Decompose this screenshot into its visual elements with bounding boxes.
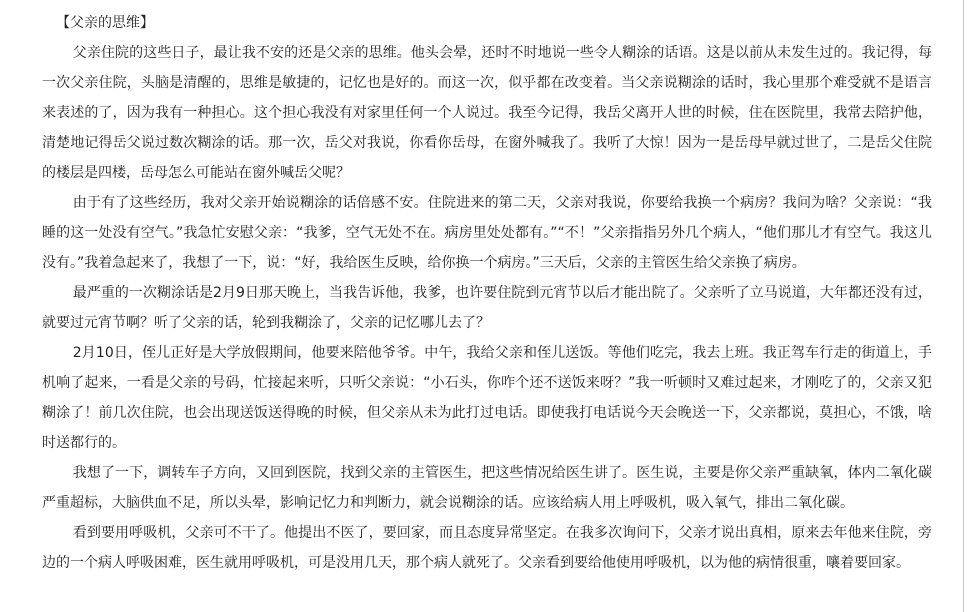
paragraph-4: 2月10日，侄儿正好是大学放假期间，他要来陪他爷爷。中午，我给父亲和侄儿送饭。等他们吃完，我去上班。我正驾车行走的街道上，手机响了起来，一看是父亲的号码，忙接起来听，只听父亲说：“小石头，你咋个还不送饭来呀？”我一听顿时又难过起来，才刚吃了的，父亲又犯糊涂了！前几次住院，也会出现送饭送得晚的时候，但父亲从未为此打过电话。即使我打电话说今天会晚送一下，父亲都说，莫担心，不饿，啥时送都行的。 xyxy=(42,345,932,451)
paragraph-3: 最严重的一次糊涂话是2月9日那天晚上，当我告诉他，我爹，也许要住院到元宵节以后才能出院了。父亲听了立马说道，大年都还没有过，就要过元宵节啊？听了父亲的话，轮到我糊涂了，父亲的记忆哪儿去了？ xyxy=(42,285,932,331)
article-title: 【父亲的思维】 xyxy=(56,15,154,31)
paragraph-1: 父亲住院的这些日子，最让我不安的还是父亲的思维。他头会晕，还时不时地说一些令人糊涂的话语。这是以前从未发生过的。我记得，每一次父亲住院，头脑是清醒的，思维是敏捷的，记忆也是好的。而这一次，似乎都在改变着。当父亲说糊涂的话时，我心里那个难受就不是语言来表述的了，因为我有一种担心。这个担心我没有对家里任何一个人说过。我至今记得，我岳父离开人世的时候，住在医院里，我常去陪护他，清楚地记得岳父说过数次糊涂的话。那一次，岳父对我说，你看你岳母，在窗外喊我了。我听了大惊！因为一是岳母早就过世了，二是岳父住院的楼层是四楼，岳母怎么可能站在窗外喊岳父呢？ xyxy=(42,45,932,181)
paragraph-6: 看到要用呼吸机，父亲可不干了。他提出不医了，要回家，而且态度异常坚定。在我多次询问下，父亲才说出真相，原来去年他来住院，旁边的一个病人呼吸困难，医生就用呼吸机，可是没用几天，那个病人就死了。父亲看到要给他使用呼吸机，以为他的病情很重，嚷着要回家。 xyxy=(42,525,932,571)
paragraph-5: 我想了一下，调转车子方向，又回到医院，找到父亲的主管医生，把这些情况给医生讲了。医生说，主要是你父亲严重缺氧，体内二氧化碳严重超标，大脑供血不足，所以头晕，影响记忆力和判断力，就会说糊涂的话。应该给病人用上呼吸机，吸入氧气，排出二氧化碳。 xyxy=(42,465,932,511)
article-body xyxy=(42,8,932,578)
paragraph-2: 由于有了这些经历，我对父亲开始说糊涂的话倍感不安。住院进来的第二天，父亲对我说，你要给我换一个病房？我问为啥？父亲说：“我睡的这一处没有空气。”我急忙安慰父亲：“我爹，空气无处不在。病房里处处都有。”“不！”父亲指指另外几个病人，“他们那儿才有空气。我这儿没有。”我着急起来了，我想了一下，说：“好，我给医生反映，给你换一个病房。”三天后，父亲的主管医生给父亲换了病房。 xyxy=(42,195,932,271)
